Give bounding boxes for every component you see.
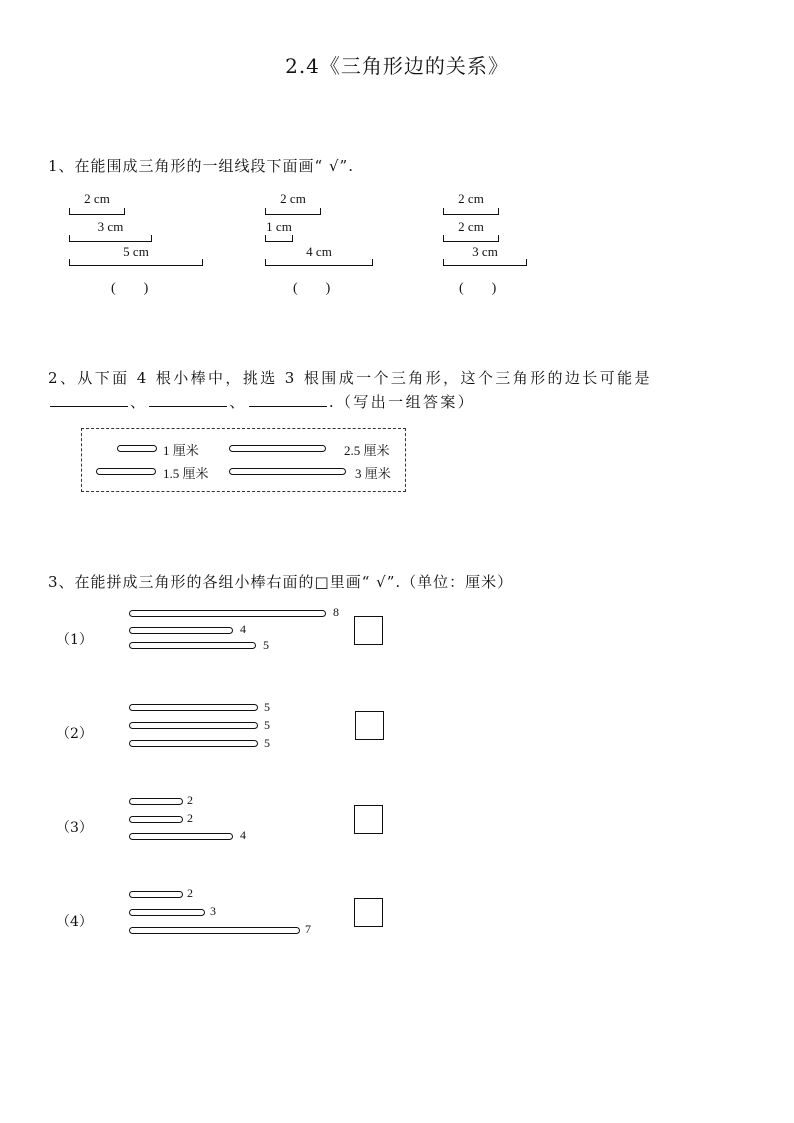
answer-checkbox[interactable] — [355, 711, 384, 740]
stick-length: 4 — [240, 828, 246, 842]
segment-label: 2 cm — [84, 191, 110, 206]
answer-checkbox[interactable] — [354, 805, 383, 834]
stick-length: 2 — [187, 811, 193, 825]
stick-label: 1 厘米 — [163, 443, 199, 458]
blank-separator: 、 — [130, 393, 148, 411]
segment-line — [443, 208, 499, 215]
answer-paren[interactable]: ( ) — [111, 281, 149, 296]
stick — [129, 927, 300, 934]
question-3-text: 3、在能拼成三角形的各组小棒右面的□里画“ √”.（单位：厘米） — [48, 573, 514, 591]
stick — [129, 704, 258, 711]
segment-label: 4 cm — [306, 244, 332, 259]
segment-label: 5 cm — [123, 244, 149, 259]
segment-line — [265, 235, 293, 242]
stick-length: 5 — [264, 736, 270, 750]
answer-blank-2[interactable] — [149, 392, 227, 407]
answer-paren[interactable]: ( ) — [293, 281, 331, 296]
stick-length: 5 — [264, 718, 270, 732]
stick — [129, 740, 258, 747]
item-number: （3） — [56, 820, 93, 836]
stick-length: 5 — [263, 638, 269, 652]
stick-length: 7 — [305, 922, 311, 936]
answer-blank-3[interactable] — [249, 392, 327, 407]
question-2-prompt: 2、从下面 4 根小棒中，挑选 3 根围成一个三角形，这个三角形的边长可能是 — [48, 369, 652, 387]
blank-separator: 、 — [229, 393, 247, 411]
segment-line — [443, 235, 499, 242]
stick-label: 3 厘米 — [355, 466, 391, 481]
page-title: 2.4《三角形边的关系》 — [285, 54, 509, 78]
question-2-tail: .（写出一组答案） — [328, 393, 476, 411]
segment-line — [69, 259, 203, 266]
segment-line — [69, 235, 152, 242]
item-number: （2） — [56, 726, 93, 742]
question-1-text: 1、在能围成三角形的一组线段下面画“ √”. — [48, 157, 354, 175]
stick — [129, 798, 183, 805]
answer-checkbox[interactable] — [354, 616, 383, 645]
segment-line — [265, 208, 321, 215]
segment-label: 2 cm — [280, 191, 306, 206]
stick — [96, 468, 156, 475]
answer-checkbox[interactable] — [354, 898, 383, 927]
question-2-text — [48, 366, 748, 414]
segment-label: 1 cm — [266, 219, 292, 234]
item-number: （1） — [56, 632, 93, 648]
stick — [129, 627, 233, 634]
stick-length: 3 — [210, 904, 216, 918]
stick — [229, 468, 346, 475]
stick-length: 2 — [187, 793, 193, 807]
stick-length: 5 — [264, 700, 270, 714]
stick — [129, 816, 183, 823]
sticks-box — [81, 428, 406, 492]
stick — [129, 909, 205, 916]
segment-line — [443, 259, 527, 266]
stick-length: 4 — [240, 622, 246, 636]
stick — [129, 642, 256, 649]
segment-label: 3 cm — [97, 219, 124, 234]
stick-label: 1.5 厘米 — [163, 466, 209, 481]
segment-line — [265, 259, 373, 266]
segment-line — [69, 208, 125, 215]
stick-length: 2 — [187, 886, 193, 900]
segment-label: 3 cm — [472, 244, 498, 259]
stick-label: 2.5 厘米 — [344, 443, 390, 458]
stick-length: 8 — [333, 605, 339, 619]
answer-paren[interactable]: ( ) — [459, 281, 497, 296]
answer-blank-1[interactable] — [50, 392, 128, 407]
stick — [129, 833, 233, 840]
stick — [129, 610, 326, 617]
item-number: （4） — [56, 914, 93, 930]
stick — [129, 722, 258, 729]
stick — [129, 891, 183, 898]
stick — [229, 445, 326, 452]
segment-label: 2 cm — [458, 191, 484, 206]
segment-label: 2 cm — [458, 219, 484, 234]
stick — [117, 445, 157, 452]
